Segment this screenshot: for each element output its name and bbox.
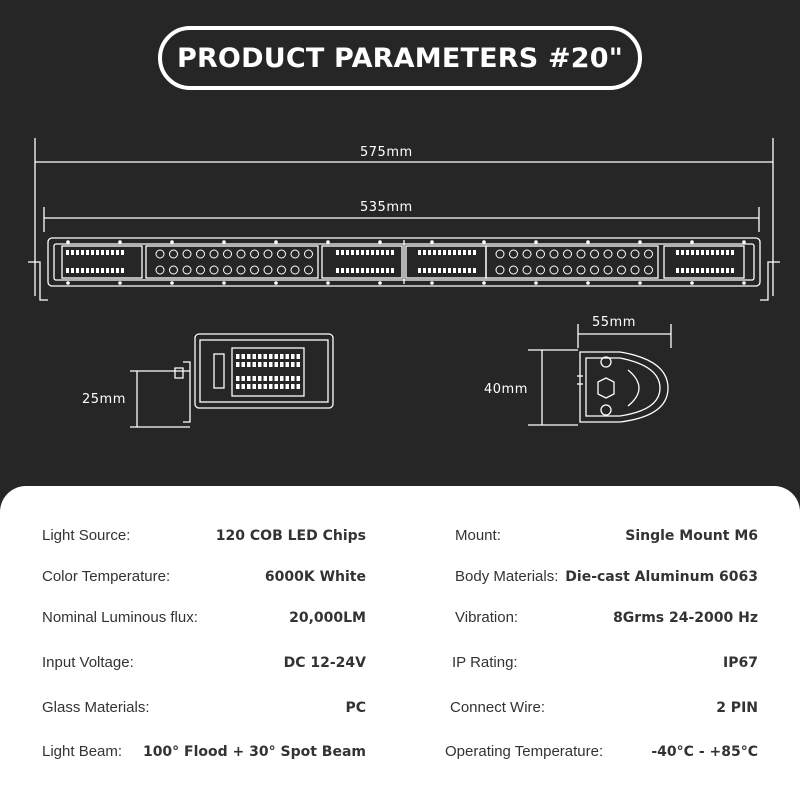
led-chip: [378, 240, 382, 244]
led-chip: [341, 268, 344, 273]
led-chip: [222, 240, 226, 244]
led-chip: [336, 268, 339, 273]
light-bar-side-view: [130, 334, 333, 427]
led-chip: [468, 250, 471, 255]
led-chip: [274, 281, 278, 285]
led-chip: [564, 250, 572, 258]
led-chip: [326, 240, 330, 244]
led-chip: [81, 250, 84, 255]
led-chip: [604, 266, 612, 274]
led-chip: [371, 268, 374, 273]
led-chip: [237, 250, 245, 258]
led-chip: [458, 250, 461, 255]
led-chip: [430, 281, 434, 285]
led-chip: [278, 266, 286, 274]
led-chip: [433, 250, 436, 255]
led-chip: [81, 268, 84, 273]
spec-label: Color Temperature:: [42, 568, 171, 585]
led-chip: [71, 250, 74, 255]
led-chip: [428, 250, 431, 255]
spec-value: 20,000LM: [289, 610, 366, 626]
led-chip: [706, 250, 709, 255]
led-chip: [197, 266, 205, 274]
led-chip: [586, 281, 590, 285]
led-chip: [251, 266, 259, 274]
led-chip: [523, 266, 531, 274]
side-led-chip: [291, 362, 295, 367]
spec-value: 8Grms 24-2000 Hz: [613, 610, 758, 626]
led-chip: [676, 250, 679, 255]
led-chip: [586, 240, 590, 244]
led-chip: [91, 250, 94, 255]
led-chip: [381, 268, 384, 273]
end-width-label: 55mm: [592, 315, 636, 330]
led-chip: [156, 266, 164, 274]
side-led-chip: [242, 354, 246, 359]
led-chip: [604, 250, 612, 258]
led-chip: [361, 268, 364, 273]
led-chip: [116, 268, 119, 273]
led-chip: [564, 266, 572, 274]
side-led-chip: [258, 384, 262, 389]
led-chip: [118, 240, 122, 244]
led-chip: [91, 268, 94, 273]
led-chip: [264, 250, 272, 258]
side-led-chip: [236, 362, 240, 367]
side-led-chip: [247, 384, 251, 389]
led-chip: [101, 250, 104, 255]
led-chip: [631, 266, 639, 274]
side-led-chip: [269, 354, 273, 359]
side-led-chip: [264, 354, 268, 359]
side-led-chip: [286, 376, 290, 381]
led-chip: [381, 250, 384, 255]
spec-row: [0, 524, 800, 548]
led-chip: [721, 250, 724, 255]
led-chip: [336, 250, 339, 255]
led-chip: [443, 268, 446, 273]
led-chip: [237, 266, 245, 274]
lens-length-label: 535mm: [360, 200, 413, 215]
led-chip: [351, 250, 354, 255]
side-led-chip: [242, 362, 246, 367]
spec-label: Glass Materials:: [42, 699, 150, 716]
side-led-chip: [236, 354, 240, 359]
led-chip: [731, 268, 734, 273]
led-chip: [463, 268, 466, 273]
led-chip: [66, 240, 70, 244]
side-led-chip: [291, 376, 295, 381]
led-chip: [346, 268, 349, 273]
led-chip: [473, 250, 476, 255]
led-chip: [676, 268, 679, 273]
side-led-chip: [280, 362, 284, 367]
led-chip: [681, 268, 684, 273]
led-chip: [101, 268, 104, 273]
led-chip: [170, 240, 174, 244]
led-chip: [537, 266, 545, 274]
spec-value: 120 COB LED Chips: [215, 528, 366, 544]
led-chip: [418, 268, 421, 273]
led-chip: [96, 250, 99, 255]
led-chip: [118, 281, 122, 285]
led-chip: [438, 268, 441, 273]
led-chip: [183, 266, 191, 274]
led-chip: [448, 268, 451, 273]
led-chip: [463, 250, 466, 255]
led-chip: [645, 266, 653, 274]
led-chip: [116, 250, 119, 255]
side-led-chip: [280, 384, 284, 389]
side-led-chip: [286, 384, 290, 389]
led-chip: [96, 268, 99, 273]
led-chip: [356, 250, 359, 255]
led-chip: [631, 250, 639, 258]
side-led-chip: [275, 362, 279, 367]
led-chip: [706, 268, 709, 273]
led-chip: [716, 250, 719, 255]
led-chip: [473, 268, 476, 273]
side-led-chip: [247, 354, 251, 359]
side-led-chip: [291, 384, 295, 389]
spec-label: Mount:: [455, 527, 501, 544]
spec-value: DC 12-24V: [283, 655, 366, 671]
led-chip: [361, 250, 364, 255]
side-led-chip: [258, 354, 262, 359]
led-chip: [170, 266, 178, 274]
led-chip: [264, 266, 272, 274]
specifications-panel: [0, 486, 800, 800]
led-chip: [371, 250, 374, 255]
led-chip: [278, 250, 286, 258]
led-chip: [577, 266, 585, 274]
side-led-chip-pattern: [236, 354, 300, 389]
led-chip: [537, 250, 545, 258]
side-led-chip: [269, 384, 273, 389]
side-led-chip: [286, 362, 290, 367]
led-chip: [86, 268, 89, 273]
side-led-chip: [253, 362, 257, 367]
side-led-chip: [242, 376, 246, 381]
side-led-chip: [253, 354, 257, 359]
led-chip: [691, 268, 694, 273]
led-chip: [351, 268, 354, 273]
side-led-chip: [275, 384, 279, 389]
led-chip: [686, 268, 689, 273]
led-chip: [510, 250, 518, 258]
led-chip: [418, 250, 421, 255]
side-led-chip: [236, 384, 240, 389]
side-led-chip: [247, 376, 251, 381]
led-chip: [121, 268, 124, 273]
side-led-chip: [297, 384, 301, 389]
spec-row: [0, 740, 800, 764]
led-chip: [326, 281, 330, 285]
side-led-chip: [253, 376, 257, 381]
led-chip: [376, 268, 379, 273]
side-led-chip: [291, 354, 295, 359]
led-chip: [726, 250, 729, 255]
led-chip: [430, 240, 434, 244]
led-chip: [66, 250, 69, 255]
overall-length-label: 575mm: [360, 145, 413, 160]
light-bar-front-view: [28, 238, 780, 300]
side-led-chip: [275, 354, 279, 359]
spec-label: Light Source:: [42, 527, 131, 544]
spec-label: Body Materials:: [455, 568, 559, 585]
led-chip: [111, 268, 114, 273]
led-chip: [534, 281, 538, 285]
led-chip: [438, 250, 441, 255]
led-chip: [224, 250, 232, 258]
spec-value: PC: [345, 700, 366, 716]
led-chip: [686, 250, 689, 255]
led-chip: [711, 268, 714, 273]
spec-value: -40°C - +85°C: [651, 744, 758, 760]
led-chip: [696, 250, 699, 255]
led-chip: [170, 281, 174, 285]
led-chip: [210, 250, 218, 258]
led-chip: [423, 268, 426, 273]
led-chip: [341, 250, 344, 255]
led-chip: [346, 250, 349, 255]
led-chip: [645, 250, 653, 258]
side-led-chip: [286, 354, 290, 359]
led-chip: [366, 250, 369, 255]
led-chip: [66, 281, 70, 285]
side-led-chip: [297, 354, 301, 359]
spec-label: Input Voltage:: [42, 654, 134, 671]
led-chip: [433, 268, 436, 273]
led-chip: [106, 250, 109, 255]
spec-row: [0, 696, 800, 720]
side-led-chip: [264, 376, 268, 381]
led-chip: [183, 250, 191, 258]
led-chip: [534, 240, 538, 244]
led-chip: [378, 281, 382, 285]
side-led-chip: [264, 384, 268, 389]
led-chip: [366, 268, 369, 273]
led-chip: [428, 268, 431, 273]
led-chip: [274, 240, 278, 244]
side-led-chip: [264, 362, 268, 367]
led-chip: [210, 266, 218, 274]
side-depth-label: 25mm: [82, 392, 126, 407]
led-chip: [726, 268, 729, 273]
led-chip: [618, 250, 626, 258]
led-chip: [376, 250, 379, 255]
spec-value: 100° Flood + 30° Spot Beam: [142, 744, 366, 760]
side-led-chip: [280, 376, 284, 381]
spec-value: Single Mount M6: [625, 528, 758, 544]
led-chip: [71, 268, 74, 273]
led-chip: [291, 266, 299, 274]
spec-value: 2 PIN: [716, 700, 758, 716]
side-led-chip: [258, 376, 262, 381]
led-chip: [731, 250, 734, 255]
led-chip: [482, 240, 486, 244]
spec-value: 6000K White: [264, 569, 366, 585]
led-chip: [711, 250, 714, 255]
led-chip: [386, 268, 389, 273]
side-led-chip: [280, 354, 284, 359]
spec-value: Die-cast Aluminum 6063: [565, 569, 758, 585]
led-chip: [111, 250, 114, 255]
led-chip: [391, 268, 394, 273]
led-chip: [386, 250, 389, 255]
led-chip: [716, 268, 719, 273]
light-bar-end-view: [528, 324, 671, 425]
led-chip: [577, 250, 585, 258]
led-chip: [681, 250, 684, 255]
led-chip: [742, 281, 746, 285]
led-chip: [638, 240, 642, 244]
led-chip: [66, 268, 69, 273]
led-chip: [690, 240, 694, 244]
side-led-chip: [247, 362, 251, 367]
led-chip: [696, 268, 699, 273]
led-chip: [618, 266, 626, 274]
side-led-chip: [258, 362, 262, 367]
led-chip: [721, 268, 724, 273]
side-led-chip: [236, 376, 240, 381]
spec-label: Vibration:: [455, 609, 519, 626]
spec-label: Light Beam:: [42, 743, 123, 760]
led-chip: [453, 250, 456, 255]
led-chip: [458, 268, 461, 273]
side-led-chip: [275, 376, 279, 381]
led-chip: [510, 266, 518, 274]
led-chip: [356, 268, 359, 273]
led-chip: [690, 281, 694, 285]
led-chip: [391, 250, 394, 255]
side-led-chip: [269, 376, 273, 381]
led-chip: [496, 266, 504, 274]
led-chip: [197, 250, 205, 258]
led-chip: [448, 250, 451, 255]
spec-row: [0, 565, 800, 589]
led-chip: [222, 281, 226, 285]
led-chip: [251, 250, 259, 258]
page-title: PRODUCT PARAMETERS #20": [158, 26, 642, 90]
led-chip: [76, 250, 79, 255]
led-chip: [106, 268, 109, 273]
led-chip: [423, 250, 426, 255]
led-chip: [224, 266, 232, 274]
led-chip: [443, 250, 446, 255]
led-chip: [453, 268, 456, 273]
spec-label: Operating Temperature:: [445, 743, 604, 760]
led-chip: [468, 268, 471, 273]
side-led-chip: [242, 384, 246, 389]
spec-label: Connect Wire:: [450, 699, 546, 716]
led-chip: [86, 250, 89, 255]
side-led-chip: [269, 362, 273, 367]
led-chip: [523, 250, 531, 258]
led-chip: [156, 250, 164, 258]
side-led-chip: [297, 376, 301, 381]
led-chip: [121, 250, 124, 255]
spec-label: Nominal Luminous flux:: [42, 609, 198, 626]
spec-row: [0, 651, 800, 675]
led-chip: [701, 250, 704, 255]
led-chip: [496, 250, 504, 258]
end-height-label: 40mm: [484, 382, 528, 397]
spec-value: IP67: [723, 655, 758, 671]
led-chip: [170, 250, 178, 258]
led-chip: [291, 250, 299, 258]
led-chip: [305, 266, 313, 274]
led-chip: [742, 240, 746, 244]
led-chip: [638, 281, 642, 285]
led-chip: [550, 266, 558, 274]
led-chip: [701, 268, 704, 273]
side-led-chip: [253, 384, 257, 389]
led-chip: [591, 250, 599, 258]
led-chip: [482, 281, 486, 285]
side-led-chip: [297, 362, 301, 367]
spec-label: IP Rating:: [452, 654, 518, 671]
led-chip: [591, 266, 599, 274]
led-chip: [305, 250, 313, 258]
spec-row: [0, 606, 800, 630]
led-chip: [76, 268, 79, 273]
led-chip: [691, 250, 694, 255]
led-chip: [550, 250, 558, 258]
